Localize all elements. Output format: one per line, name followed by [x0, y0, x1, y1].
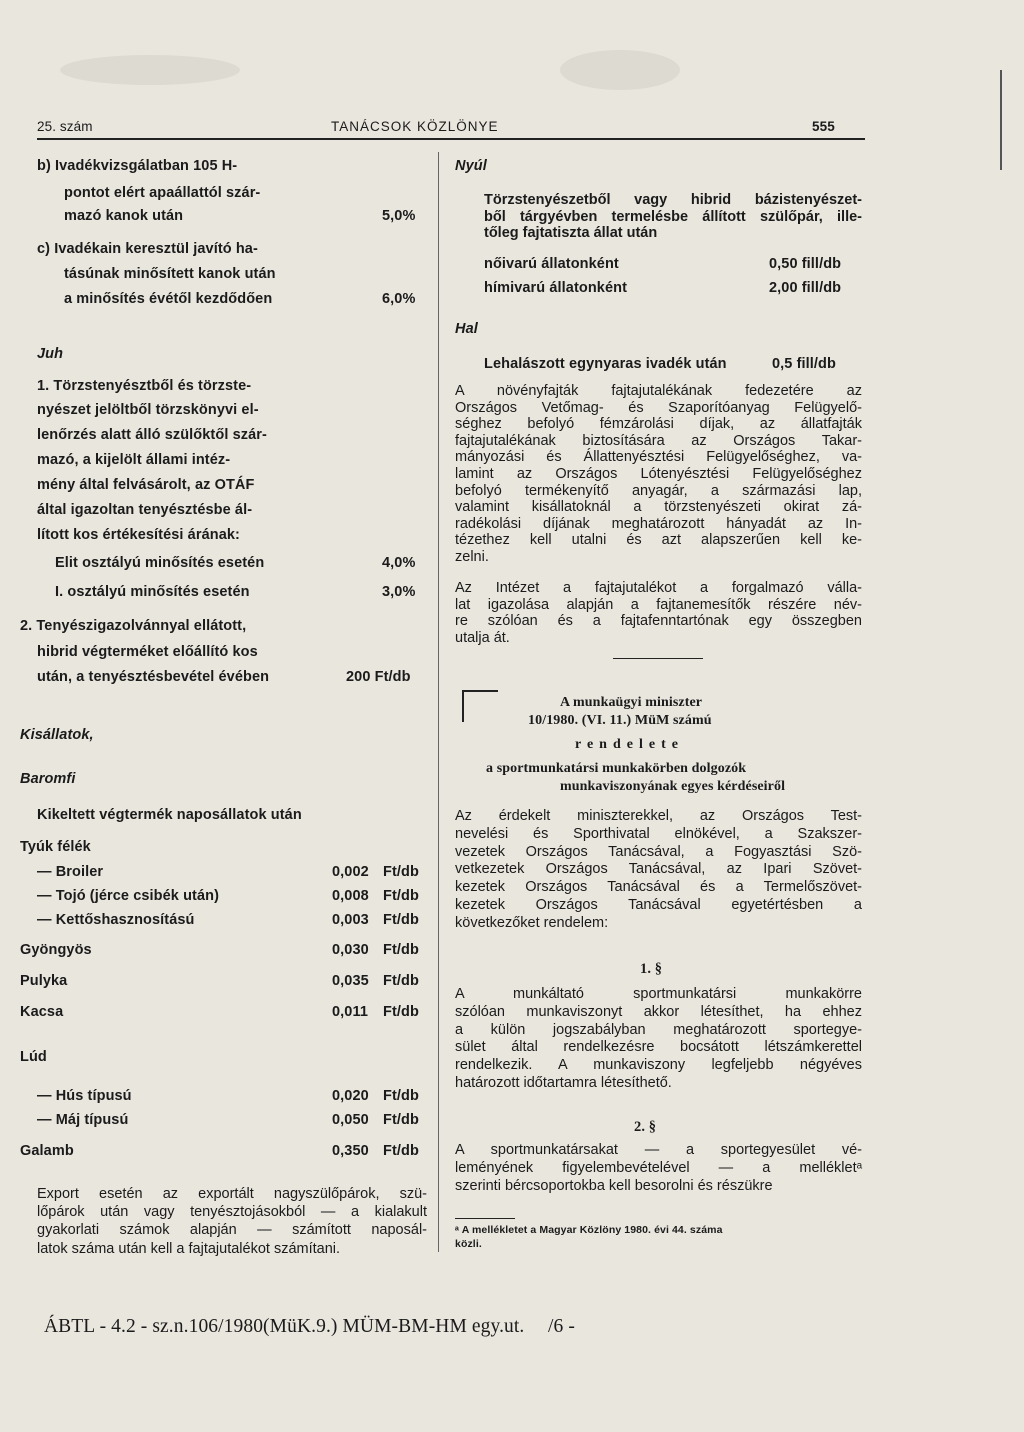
- archive-page-reference: /6 -: [548, 1316, 575, 1337]
- text-line: tőleg fajtatiszta állat után: [484, 225, 658, 241]
- decree-issuer: A munkaügyi miniszter: [560, 695, 703, 710]
- juh-1-line-4: mazó, a kijelölt állami intéz-: [37, 452, 231, 468]
- juh-2-line-1: 2. Tenyészigazolvánnyal ellátott,: [20, 618, 247, 634]
- text-line: zelni.: [455, 548, 489, 565]
- paragraph-institute: [455, 580, 862, 646]
- juh-1-line-7: lított kos értékesítési árának:: [37, 527, 240, 543]
- text-line: A munkáltató sportmunkatársi munkakörre: [455, 986, 862, 1002]
- paragraph-fees: [455, 383, 862, 566]
- poultry-unit: Ft/db: [383, 912, 419, 928]
- text-line: ből tárgyévben termelésbe állított szülőpár, ille-: [484, 208, 862, 225]
- text-line: befolyó termékenyítő anyagár, a származási lap,: [455, 482, 862, 499]
- text-line: radékolási díjának meghatározott hányadát az In-: [455, 515, 862, 532]
- text-line: séghez befolyó fémzárolási díjak, az állatfajták: [455, 416, 862, 433]
- export-paragraph: [37, 1185, 427, 1258]
- text-line: kezetek Országos Tanácsával és a Termelőszövet-: [455, 879, 862, 896]
- paragraph-section-2: [455, 1142, 862, 1195]
- column-divider: [438, 152, 439, 1252]
- section-2-heading: 2. §: [634, 1119, 657, 1135]
- item-b-line-2: pontot elért apaállattól szár-: [64, 185, 261, 201]
- galamb-value: 0,350: [332, 1143, 369, 1159]
- poultry-value: 0,035: [332, 973, 369, 989]
- bracket-mark: [462, 690, 464, 722]
- lud-value: 0,050: [332, 1112, 369, 1128]
- item-b-line-3: mazó kanok után: [64, 208, 184, 224]
- galamb-label: Galamb: [20, 1143, 74, 1159]
- text-line: szerinti bércsoportokba kell besorolni és részükre: [455, 1177, 773, 1194]
- poultry-unit: Ft/db: [383, 1004, 419, 1020]
- poultry-label: — Broiler: [37, 864, 104, 880]
- journal-title: TANÁCSOK KÖZLÖNYE: [331, 119, 499, 134]
- poultry-unit: Ft/db: [383, 888, 419, 904]
- text-line: Országos Vetőmag- és Szaporítóanyag Felügyelő-: [455, 399, 862, 416]
- elit-value: 4,0%: [382, 555, 416, 571]
- footnote-line-1: ᵃ A mellékletet a Magyar Közlöny 1980. évi 44. száma: [455, 1224, 723, 1236]
- archive-reference: ÁBTL - 4.2 - sz.n.106/1980(MüK.9.) MÜM-BM-HM egy.ut.: [44, 1316, 525, 1337]
- poultry-value: 0,002: [332, 864, 369, 880]
- nyul-row-label: nőivarú állatonként: [484, 256, 619, 272]
- scan-smudge: [60, 55, 240, 85]
- scan-smudge: [560, 50, 680, 90]
- lud-unit: Ft/db: [383, 1112, 419, 1128]
- lud-label: — Hús típusú: [37, 1088, 132, 1104]
- juh-2-line-2: hibrid végterméket előállító kos: [37, 644, 258, 660]
- footnote-line-2: közli.: [455, 1238, 482, 1250]
- text-line: szólóan munkaviszonyt akkor létesíthet, ha ehhez: [455, 1003, 862, 1020]
- nyul-row-label: hímivarú állatonként: [484, 280, 628, 296]
- item-c-line-2: tásúnak minősített kanok után: [64, 266, 276, 282]
- poultry-label: Pulyka: [20, 973, 68, 989]
- text-line: Az Intézet a fajtajutalékot a forgalmazó válla-: [455, 580, 862, 596]
- decree-subject-line-1: a sportmunkatársi munkakörben dolgozók: [486, 761, 747, 776]
- nyul-row-value: 2,00 fill/db: [769, 280, 842, 296]
- text-line: Az érdekelt miniszterekkel, az Országos Test-: [455, 808, 862, 824]
- section-separator: [613, 658, 703, 659]
- issue-number: 25. szám: [37, 119, 93, 134]
- text-line: re szólóan és a fajtafenntartónak egy összegben: [455, 613, 862, 630]
- paragraph-section-1: [455, 986, 862, 1093]
- item-c-line-1: c) Ivadékain keresztül javító ha-: [37, 241, 258, 257]
- text-line: következőket rendelem:: [455, 914, 609, 931]
- bracket-mark: [462, 690, 498, 692]
- text-line: lőpárok után vagy tenyésztojásokból — a kialakult: [37, 1204, 427, 1221]
- item-b-line-1: b) Ivadékvizsgálatban 105 H-: [37, 158, 238, 174]
- juh-1-line-2: nyészet jelöltből törzskönyvi el-: [37, 402, 259, 418]
- section-1-heading: 1. §: [640, 961, 663, 977]
- text-line: mányozási és Állattenyésztési Felügyelőséghez, va-: [455, 449, 862, 466]
- first-class-value: 3,0%: [382, 584, 416, 600]
- baromfi-heading: Baromfi: [20, 771, 76, 787]
- juh-1-line-1: 1. Törzstenyésztből és törzste-: [37, 378, 252, 394]
- kisallatok-heading: Kisállatok,: [20, 727, 94, 743]
- first-class-label: I. osztályú minősítés esetén: [55, 584, 250, 600]
- page-edge-line: [1000, 70, 1002, 170]
- lud-heading: Lúd: [20, 1049, 47, 1065]
- poultry-unit: Ft/db: [383, 864, 419, 880]
- text-line: gyakorlati számok alapján — számított naposál-: [37, 1222, 427, 1239]
- hal-row-label: Lehalászott egynyaras ivadék után: [484, 356, 727, 372]
- decree-number: 10/1980. (VI. 11.) MüM számú: [528, 713, 712, 728]
- text-line: nevelési és Sporthivatal elnökével, a Szakszer-: [455, 825, 862, 842]
- juh-1-line-6: által igazoltan tenyésztésbe ál-: [37, 502, 253, 518]
- paragraph-preamble: [455, 808, 862, 933]
- lud-unit: Ft/db: [383, 1088, 419, 1104]
- kikeltett-line: Kikeltett végtermék naposállatok után: [37, 807, 302, 823]
- text-line: vezetek Országos Tanácsával, a Fogyasztási Szö-: [455, 843, 862, 860]
- text-line: kezetek Országos Tanácsával egyetértésben a: [455, 896, 862, 913]
- page-number: 555: [812, 119, 835, 134]
- text-line: utalja át.: [455, 629, 510, 646]
- nyul-paragraph: [484, 192, 862, 242]
- text-line: valamint kisállatoknál a törzstenyészeti okirat zá-: [455, 499, 862, 516]
- decree-subject-line-2: munkaviszonyának egyes kérdéseiről: [560, 779, 786, 794]
- hal-row-value: 0,5 fill/db: [772, 356, 836, 372]
- text-line: Törzstenyészetből vagy hibrid bázistenyészet-: [484, 192, 862, 208]
- item-b-value: 5,0%: [382, 208, 416, 224]
- juh-1-line-5: mény által felvásárolt, az OTÁF: [37, 477, 255, 493]
- juh-2-line-3: után, a tenyésztésbevétel évében: [37, 669, 270, 685]
- text-line: sület által rendelkezésre bocsátott létszámkerettel: [455, 1039, 862, 1056]
- poultry-label: Gyöngyös: [20, 942, 92, 958]
- nyul-heading: Nyúl: [455, 158, 487, 174]
- text-line: vetkezetek Országos Tanácsával, az Ipari Szövet-: [455, 861, 862, 878]
- elit-label: Elit osztályú minősítés esetén: [55, 555, 265, 571]
- hal-heading: Hal: [455, 321, 478, 337]
- galamb-unit: Ft/db: [383, 1143, 419, 1159]
- text-line: A növényfajták fajtajutalékának fedezetére az: [455, 383, 862, 399]
- tyuk-heading: Tyúk félék: [20, 839, 91, 855]
- text-line: tézethez kell utalni és azt alapszerűen kell ke-: [455, 532, 862, 549]
- text-line: latok száma után kell a fajtajutalékot számítani.: [37, 1240, 341, 1257]
- lud-value: 0,020: [332, 1088, 369, 1104]
- text-line: Export esetén az exportált nagyszülőpárok, szü-: [37, 1186, 427, 1202]
- lud-label: — Máj típusú: [37, 1112, 129, 1128]
- text-line: határozott időtartamra létesíthető.: [455, 1074, 672, 1091]
- poultry-label: — Kettőshasznosítású: [37, 912, 195, 928]
- text-line: A sportmunkatársakat — a sportegyesület vé-: [455, 1142, 862, 1158]
- item-c-line-3: a minősítés évétől kezdődően: [64, 291, 273, 307]
- poultry-value: 0,003: [332, 912, 369, 928]
- item-c-value: 6,0%: [382, 291, 416, 307]
- poultry-unit: Ft/db: [383, 942, 419, 958]
- text-line: fajtajutalékának biztosítására az Országos Takar-: [455, 432, 862, 449]
- decree-rendelete: rendelete: [575, 737, 684, 752]
- poultry-unit: Ft/db: [383, 973, 419, 989]
- poultry-value: 0,030: [332, 942, 369, 958]
- nyul-row-value: 0,50 fill/db: [769, 256, 842, 272]
- text-line: a külön jogszabályban meghatározott sportegye-: [455, 1021, 862, 1038]
- text-line: lat igazolása alapján a fajtanemesítők részére név-: [455, 596, 862, 613]
- juh-heading: Juh: [37, 346, 64, 362]
- poultry-value: 0,011: [332, 1004, 368, 1020]
- poultry-label: Kacsa: [20, 1004, 64, 1020]
- juh-1-line-3: lenőrzés alatt álló szülőktől szár-: [37, 427, 267, 443]
- footnote-rule: [455, 1218, 515, 1219]
- poultry-label: — Tojó (jérce csibék után): [37, 888, 220, 904]
- header-rule: [37, 138, 865, 140]
- poultry-value: 0,008: [332, 888, 369, 904]
- text-line: leményének figyelembevételével — a mellékletᵃ: [455, 1159, 862, 1176]
- text-line: lamint az Országos Lótenyésztési Felügyelőséghez: [455, 465, 862, 482]
- juh-2-value: 200 Ft/db: [346, 669, 411, 685]
- text-line: rendelkezik. A munkaviszony legfeljebb négyéves: [455, 1057, 862, 1074]
